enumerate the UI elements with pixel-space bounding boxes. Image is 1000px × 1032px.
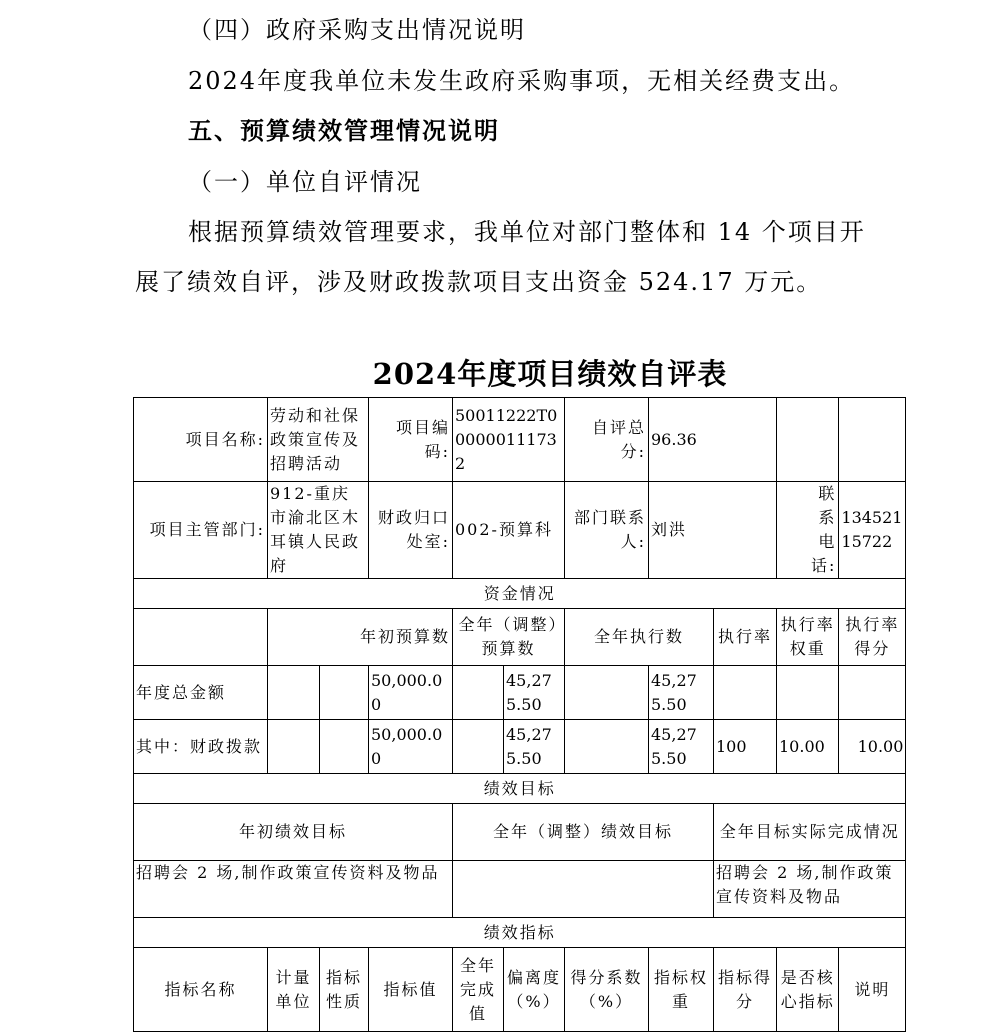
funds-row-label: 其中：财政拨款: [134, 720, 268, 774]
rate-weight-value: 10.00: [777, 720, 839, 774]
empty-cell: [565, 720, 649, 774]
self-eval-text-line2: 展了绩效自评，涉及财政拨款项目支出资金 524.17 万元。: [135, 268, 823, 296]
adjusted-budget-header: 全年（调整）预算数: [453, 609, 565, 666]
phone-value: 13452115722: [839, 482, 906, 579]
performance-table: [133, 397, 906, 1032]
project-code-label: 项目编码:: [369, 398, 453, 482]
indicator-coefficient-header: 得分系数（%）: [565, 948, 649, 1032]
executed-value: 45,275.50: [649, 720, 714, 774]
rate-score-value: [839, 666, 906, 720]
funds-row-total: [134, 666, 906, 720]
phone-label: 联系电话:: [777, 482, 839, 579]
adjusted-budget-value: 45,275.50: [504, 666, 565, 720]
indicator-unit-header: 计量单位: [268, 948, 320, 1032]
exec-rate-value: 100: [714, 720, 777, 774]
initial-goal-value: 招聘会 2 场,制作政策宣传资料及物品: [134, 861, 453, 918]
empty-cell: [134, 609, 268, 666]
adjusted-goal-value: [453, 861, 714, 918]
project-name-value: 劳动和社保政策宣传及招聘活动: [268, 398, 369, 482]
indicator-value-header: 指标值: [369, 948, 453, 1032]
initial-budget-header: 年初预算数: [268, 609, 453, 666]
executed-header: 全年执行数: [565, 609, 714, 666]
empty-cell: [453, 666, 504, 720]
initial-budget-value: 50,000.00: [369, 666, 453, 720]
adjusted-budget-value: 45,275.50: [504, 720, 565, 774]
finance-office-label: 财政归口处室:: [369, 482, 453, 579]
procurement-text: 2024年度我单位未发生政府采购事项，无相关经费支出。: [188, 67, 856, 95]
indicator-completion-header: 全年完成值: [453, 948, 504, 1032]
project-info-row: [134, 398, 906, 482]
indicator-score-header: 指标得分: [714, 948, 777, 1032]
self-eval-text-line1: 根据预算绩效管理要求，我单位对部门整体和 14 个项目开: [188, 218, 866, 246]
actual-goal-header: 全年目标实际完成情况: [714, 804, 906, 861]
self-score-label: 自评总分:: [565, 398, 649, 482]
empty-cell: [268, 666, 320, 720]
funds-row-label: 年度总金额: [134, 666, 268, 720]
indicator-note-header: 说明: [839, 948, 906, 1032]
rate-weight-header: 执行率权重: [777, 609, 839, 666]
goals-header-row: [134, 804, 906, 861]
indicators-section-title: 绩效指标: [134, 918, 906, 948]
empty-cell: [453, 720, 504, 774]
performance-heading: 五、预算绩效管理情况说明: [188, 116, 500, 145]
self-score-value: 96.36: [649, 398, 777, 482]
indicators-section-row: [134, 918, 906, 948]
procurement-heading: （四）政府采购支出情况说明: [188, 16, 526, 44]
initial-goal-header: 年初绩效目标: [134, 804, 453, 861]
indicator-core-header: 是否核心指标: [777, 948, 839, 1032]
executed-value: 45,275.50: [649, 666, 714, 720]
contact-label: 部门联系人:: [565, 482, 649, 579]
indicator-nature-header: 指标性质: [320, 948, 369, 1032]
empty-cell: [565, 666, 649, 720]
empty-cell: [839, 398, 906, 482]
indicators-header-row: [134, 948, 906, 1032]
goals-content-row: [134, 861, 906, 918]
dept-value: 912-重庆市渝北区木耳镇人民政府: [268, 482, 369, 579]
indicator-deviation-header: 偏离度（%）: [504, 948, 565, 1032]
exec-rate-value: [714, 666, 777, 720]
funds-section-title: 资金情况: [134, 579, 906, 609]
funds-section-row: [134, 579, 906, 609]
rate-weight-value: [777, 666, 839, 720]
initial-budget-value: 50,000.00: [369, 720, 453, 774]
project-name-label: 项目名称:: [134, 398, 268, 482]
finance-office-value: 002-预算科: [453, 482, 565, 579]
table-title: 2024年度项目绩效自评表: [372, 357, 728, 391]
empty-cell: [320, 666, 369, 720]
exec-rate-header: 执行率: [714, 609, 777, 666]
project-dept-row: [134, 482, 906, 579]
empty-cell: [268, 720, 320, 774]
project-code-value: 50011222T000000111732: [453, 398, 565, 482]
indicator-weight-header: 指标权重: [649, 948, 714, 1032]
rate-score-value: 10.00: [839, 720, 906, 774]
adjusted-goal-header: 全年（调整）绩效目标: [453, 804, 714, 861]
self-eval-heading: （一）单位自评情况: [188, 168, 422, 196]
empty-cell: [777, 398, 839, 482]
goals-section-row: [134, 774, 906, 804]
indicator-name-header: 指标名称: [134, 948, 268, 1032]
contact-value: 刘洪: [649, 482, 777, 579]
actual-goal-value: 招聘会 2 场,制作政策宣传资料及物品: [714, 861, 906, 918]
empty-cell: [320, 720, 369, 774]
goals-section-title: 绩效目标: [134, 774, 906, 804]
dept-label: 项目主管部门:: [134, 482, 268, 579]
funds-row-fiscal: [134, 720, 906, 774]
rate-score-header: 执行率得分: [839, 609, 906, 666]
funds-header-row: [134, 609, 906, 666]
